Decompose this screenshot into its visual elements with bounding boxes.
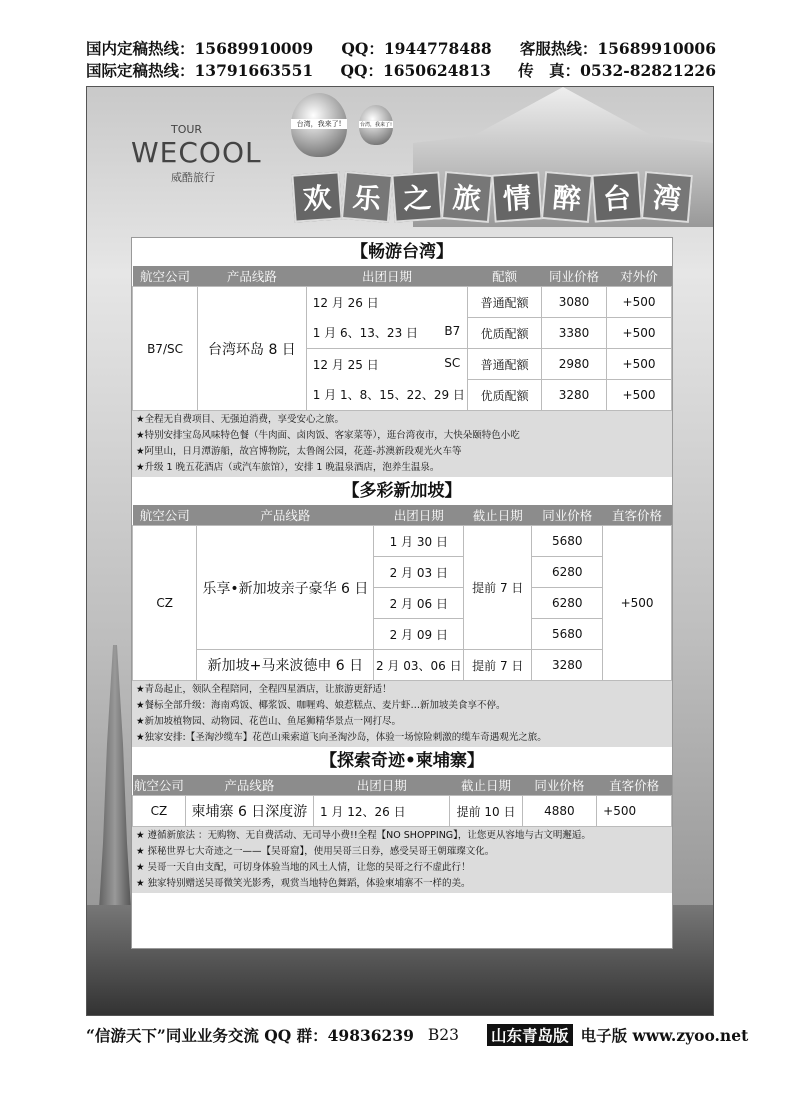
note-line: ★ 独家特别赠送吴哥微笑光影秀，观赏当地特色舞蹈，体验柬埔寨不一样的美。: [136, 878, 471, 889]
hotlines: [86, 38, 716, 82]
price-cell: 5680: [532, 619, 603, 650]
balloon-icon: [359, 105, 393, 145]
date-text: 12 月 25 日: [312, 357, 379, 372]
section-title-cambodia: 【探索奇迹•柬埔寨】: [320, 751, 484, 771]
note-line: ★ 探秘世界七大奇迹之一——【吴哥窟】，使用吴哥三日券，感受吴哥王朝璀璨文化。: [136, 846, 495, 857]
col-header: 同业价格: [542, 266, 607, 287]
direct-price-cell: +500: [597, 796, 672, 827]
col-header: 出团日期: [374, 505, 464, 526]
date-cell: 2 月 03 日: [374, 557, 464, 588]
note-line: ★ 吴哥一天自由支配，可切身体验当地的风土人情，让您的吴哥之行不虚此行！: [136, 862, 471, 873]
col-header: 出团日期: [313, 775, 449, 796]
route-cell: 乐享•新加坡亲子豪华 6 日: [197, 526, 374, 650]
banner-char: 台: [591, 171, 642, 222]
date-cell: [306, 349, 467, 380]
cutoff-cell: 提前 7 日: [464, 650, 532, 681]
date-text: 1 月 6、13、23 日: [312, 326, 419, 341]
taiwan-notes: [132, 411, 672, 477]
banner-char: 旅: [441, 171, 493, 223]
footer: [86, 1024, 749, 1046]
price-cell: 3280: [542, 380, 607, 411]
airline-cell: CZ: [133, 796, 186, 827]
taiwan-table: [132, 266, 672, 411]
col-header: 产品线路: [198, 266, 307, 287]
price-cell: 3280: [532, 650, 603, 681]
date-cell: 12 月 26 日: [306, 287, 467, 318]
airline-cell: CZ: [133, 526, 197, 681]
col-header: 航空公司: [133, 505, 197, 526]
section-title-singapore: 【多彩新加坡】: [342, 481, 462, 501]
price-cell: 5680: [532, 526, 603, 557]
cambodia-table: [132, 775, 672, 827]
date-cell: 2 月 03、06 日: [374, 650, 464, 681]
section-title-taiwan: 【畅游台湾】: [351, 242, 453, 262]
banner-char: 湾: [641, 171, 693, 223]
outer-price-cell: +500: [607, 287, 672, 318]
domestic-hotline: 国内定稿热线：15689910009: [86, 39, 314, 58]
service-hotline: 客服热线：15689910006: [519, 39, 716, 58]
col-header: 产品线路: [185, 775, 313, 796]
note-line: ★全程无自费项目、无强迫消费，享受安心之旅。: [136, 414, 345, 425]
poster: [86, 86, 714, 1016]
airline-cell: B7/SC: [133, 287, 198, 411]
banner-char: 之: [391, 171, 442, 222]
price-cell: 2980: [542, 349, 607, 380]
route-cell: 台湾环岛 8 日: [198, 287, 307, 411]
quota-cell: 普通配额: [468, 349, 542, 380]
date-cell: [306, 318, 467, 349]
price-cell: 3380: [542, 318, 607, 349]
fax: 传 真：0532-82821226: [518, 61, 716, 80]
direct-price-cell: +500: [603, 526, 672, 681]
col-header: 直客价格: [597, 775, 672, 796]
banner-char: 欢: [291, 171, 342, 222]
col-header: 出团日期: [306, 266, 467, 287]
hotline-row: [86, 60, 716, 82]
qq-1: QQ：1944778488: [341, 39, 492, 58]
col-header: 产品线路: [197, 505, 374, 526]
price-cell: 6280: [532, 557, 603, 588]
edition-badge: 山东青岛版: [487, 1024, 573, 1046]
airline-code: B7: [444, 324, 461, 339]
col-header: 同业价格: [522, 775, 597, 796]
col-header: 对外价: [607, 266, 672, 287]
col-header: 同业价格: [532, 505, 603, 526]
note-line: ★升级 1 晚五花酒店（或汽车旅馆），安排 1 晚温泉酒店，泡养生温泉。: [136, 462, 440, 473]
note-line: ★独家安排:【圣淘沙缆车】花芭山乘索道飞向圣淘沙岛，体验一场惊险刺激的缆车奇遇观光之旅。: [136, 732, 547, 743]
route-cell: 新加坡+马来波德申 6 日: [197, 650, 374, 681]
note-line: ★ 遵循新旅法 ：无购物、无自费活动、无司导小费!!全程【NO SHOPPING】，让您更从容地与古文明邂逅。: [136, 830, 591, 841]
col-header: 配额: [468, 266, 542, 287]
logo-small: TOUR: [171, 123, 203, 136]
quota-cell: 优质配额: [468, 318, 542, 349]
banner-char: 情: [491, 171, 542, 222]
hotline-row: [86, 38, 716, 60]
intl-hotline: 国际定稿热线：13791663551: [86, 61, 314, 80]
note-line: ★青岛起止，领队全程陪同，全程四星酒店，让旅游更舒适！: [136, 684, 392, 695]
col-header: 航空公司: [133, 266, 198, 287]
outer-price-cell: +500: [607, 380, 672, 411]
price-cell: 4880: [522, 796, 597, 827]
price-cell: 3080: [542, 287, 607, 318]
note-line: ★餐标全部升级：海南鸡饭、椰浆饭、咖喱鸡、娘惹糕点、麦片虾…新加坡美食享不停。: [136, 700, 506, 711]
balloon-label: 台湾，我来了!: [291, 119, 347, 129]
quota-cell: 普通配额: [468, 287, 542, 318]
col-header: 截止日期: [450, 775, 522, 796]
balloon-label: 台湾，我来了!: [359, 122, 392, 128]
singapore-notes: [132, 681, 672, 747]
airline-code: SC: [444, 355, 461, 370]
title-banner: [293, 173, 691, 223]
wecool-logo: [131, 123, 262, 185]
logo-text: WECOOL: [131, 136, 262, 169]
balloon-icon: [291, 93, 347, 157]
note-line: ★阿里山，日月潭游船，故宫博物院，太鲁阁公园，花莲-苏澳新段观光火车等: [136, 446, 462, 457]
outer-price-cell: +500: [607, 318, 672, 349]
price-cell: 6280: [532, 588, 603, 619]
cutoff-cell: 提前 7 日: [464, 526, 532, 650]
cutoff-cell: 提前 10 日: [450, 796, 522, 827]
col-header: 航空公司: [133, 775, 186, 796]
date-cell: 1 月 1、8、15、22、29 日: [306, 380, 467, 411]
singapore-table: [132, 505, 672, 681]
col-header: 直客价格: [603, 505, 672, 526]
qq-2: QQ：1650624813: [340, 61, 491, 80]
logo-cn: 威酷旅行: [171, 171, 215, 184]
cambodia-notes: [132, 827, 672, 893]
note-line: ★新加坡植物园、动物园、花芭山、鱼尾狮精华景点一网打尽。: [136, 716, 402, 727]
content-panel: [131, 237, 673, 949]
qq-group: “信游天下”同业业务交流 QQ 群：49836239: [86, 1026, 414, 1045]
date-cell: 2 月 09 日: [374, 619, 464, 650]
website-link[interactable]: 电子版 www.zyoo.net: [580, 1026, 749, 1045]
outer-price-cell: +500: [607, 349, 672, 380]
date-cell: 1 月 12、26 日: [313, 796, 449, 827]
quota-cell: 优质配额: [468, 380, 542, 411]
date-cell: 1 月 30 日: [374, 526, 464, 557]
date-cell: 2 月 06 日: [374, 588, 464, 619]
page-number: B23: [427, 1026, 460, 1044]
banner-char: 醉: [541, 171, 593, 223]
note-line: ★特别安排宝岛风味特色餐（牛肉面、卤肉饭、客家菜等），逛台湾夜市，大快朵颐特色小吃: [136, 430, 520, 441]
banner-char: 乐: [341, 171, 393, 223]
col-header: 截止日期: [464, 505, 532, 526]
route-cell: 柬埔寨 6 日深度游: [185, 796, 313, 827]
